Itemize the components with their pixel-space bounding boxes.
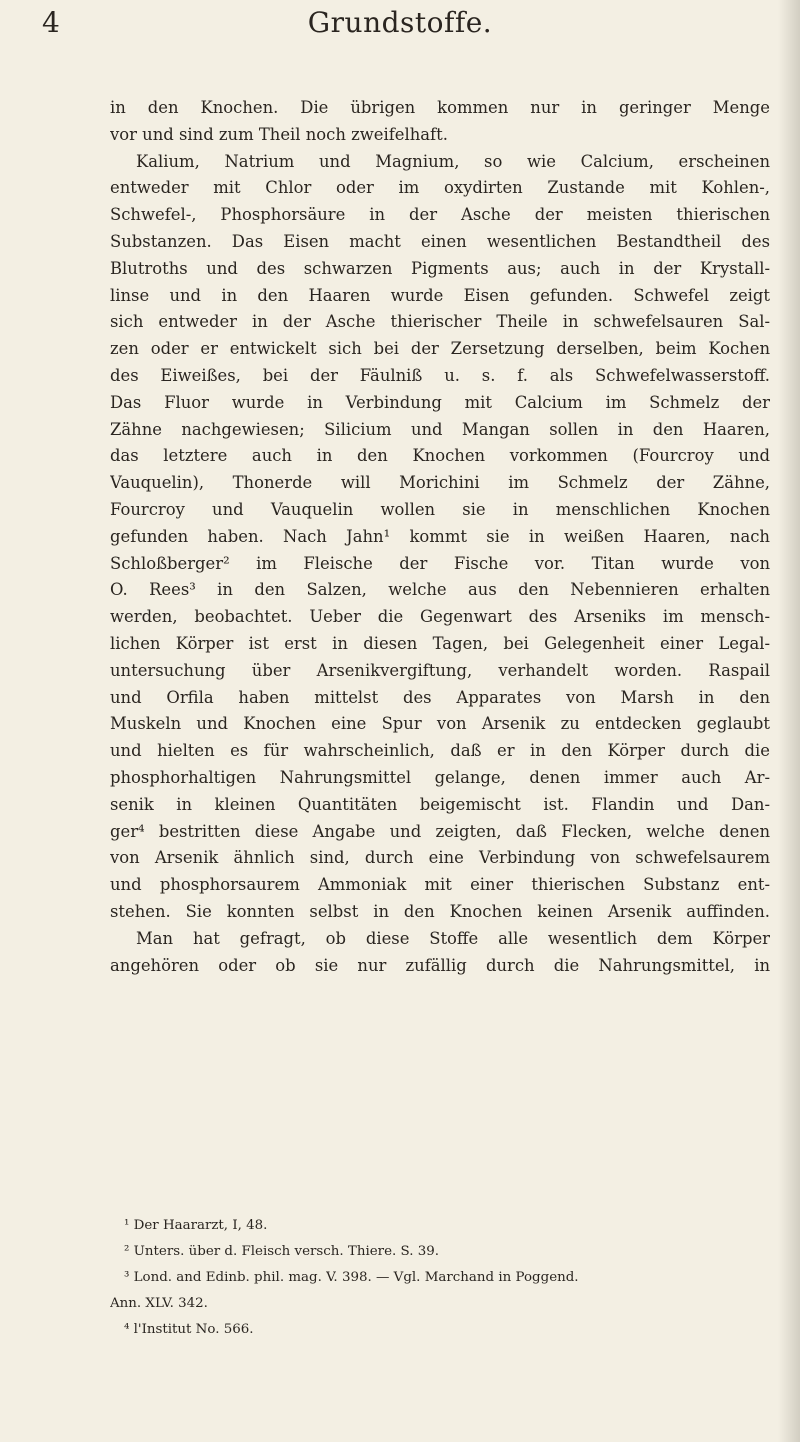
page-edge-shadow — [778, 0, 800, 1442]
text-line: stehen. Sie konnten selbst in den Knochen keinen Arsenik auffinden. — [110, 901, 770, 921]
footnote: ¹ Der Haararzt, I, 48. — [124, 1218, 268, 1233]
text-line: gefunden haben. Nach Jahn¹ kommt sie in weißen Haaren, nach — [110, 526, 770, 546]
text-line: Schwefel-, Phosphorsäure in der Asche der meisten thierischen — [110, 205, 770, 225]
text-line: O. Rees³ in den Salzen, welche aus den Nebennieren erhalten — [110, 580, 770, 600]
body-text — [110, 95, 770, 979]
text-line: sich entweder in der Asche thierischer Theile in schwefelsauren Sal- — [110, 312, 770, 332]
text-line: Man hat gefragt, ob diese Stoffe alle wesentlich dem Körper — [136, 928, 770, 948]
footnote-continuation: Ann. XLV. 342. — [110, 1296, 208, 1311]
text-line: Vauquelin), Thonerde will Morichini im Schmelz der Zähne, — [110, 473, 770, 493]
text-line: und Orfila haben mittelst des Apparates von Marsh in den — [110, 687, 770, 707]
text-line: und phosphorsaurem Ammoniak mit einer thierischen Substanz ent- — [110, 875, 770, 895]
text-line: entweder mit Chlor oder im oxydirten Zustande mit Kohlen-, — [110, 178, 770, 198]
text-line: und hielten es für wahrscheinlich, daß er in den Körper durch die — [110, 741, 770, 761]
text-line: phosphorhaltigen Nahrungsmittel gelange, denen immer auch Ar- — [110, 767, 770, 787]
running-head: Grundstoffe. — [307, 6, 493, 39]
text-line: das letztere auch in den Knochen vorkommen (Fourcroy und — [110, 446, 770, 466]
footnote: ³ Lond. and Edinb. phil. mag. V. 398. — Vgl. Marchand in Poggend. — [124, 1270, 579, 1285]
text-line: Schloßberger² im Fleische der Fische vor. Titan wurde von — [110, 553, 770, 573]
text-line: zen oder er entwickelt sich bei der Zersetzung derselben, beim Kochen — [110, 339, 770, 359]
text-line: Muskeln und Knochen eine Spur von Arsenik zu entdecken geglaubt — [110, 714, 770, 734]
text-line: von Arsenik ähnlich sind, durch eine Verbindung von schwefelsaurem — [110, 848, 770, 868]
text-line: Kalium, Natrium und Magnium, so wie Calcium, erscheinen — [136, 151, 770, 171]
text-line: des Eiweißes, bei der Fäulniß u. s. f. als Schwefelwasserstoff. — [110, 365, 770, 385]
text-line: Substanzen. Das Eisen macht einen wesentlichen Bestandtheil des — [110, 231, 770, 251]
footnotes — [110, 1213, 770, 1343]
text-line: Das Fluor wurde in Verbindung mit Calcium im Schmelz der — [110, 392, 770, 412]
text-line: untersuchung über Arsenikvergiftung, verhandelt worden. Raspail — [110, 660, 770, 680]
text-line: angehören oder ob sie nur zufällig durch die Nahrungsmittel, in — [110, 955, 770, 975]
text-line: Blutroths und des schwarzen Pigments aus; auch in der Krystall- — [110, 258, 770, 278]
text-line: Zähne nachgewiesen; Silicium und Mangan sollen in den Haaren, — [110, 419, 770, 439]
text-line: linse und in den Haaren wurde Eisen gefunden. Schwefel zeigt — [110, 285, 770, 305]
text-line: Fourcroy und Vauquelin wollen sie in menschlichen Knochen — [110, 499, 770, 519]
text-line: senik in kleinen Quantitäten beigemischt ist. Flandin und Dan- — [110, 794, 770, 814]
text-line: in den Knochen. Die übrigen kommen nur in geringer Menge — [110, 98, 770, 117]
footnote: ² Unters. über d. Fleisch versch. Thiere. S. 39. — [124, 1244, 440, 1259]
text-line: lichen Körper ist erst in diesen Tagen, bei Gelegenheit einer Legal- — [110, 633, 770, 653]
text-line: werden, beobachtet. Ueber die Gegenwart des Arseniks im mensch- — [110, 607, 770, 627]
page-number: 4 — [42, 6, 60, 39]
text-line: vor und sind zum Theil noch zweifelhaft. — [110, 124, 448, 144]
footnote: ⁴ l'Institut No. 566. — [124, 1322, 254, 1337]
text-line: ger⁴ bestritten diese Angabe und zeigten, daß Flecken, welche denen — [110, 821, 770, 841]
